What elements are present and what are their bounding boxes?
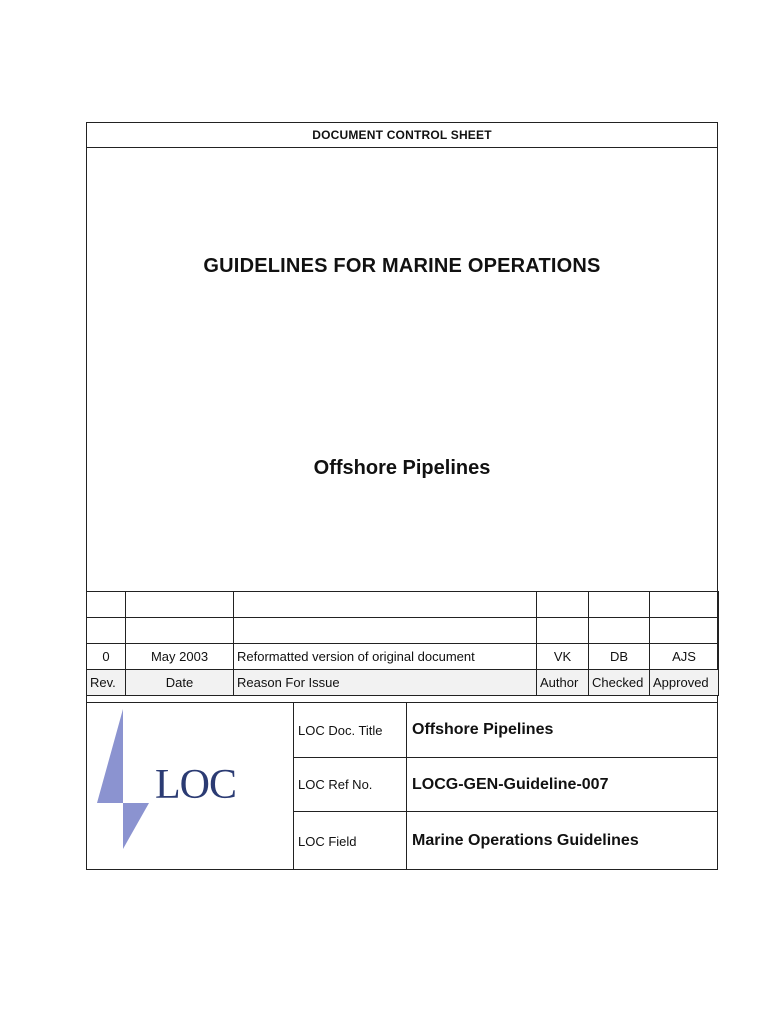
document-subtitle: Offshore Pipelines: [313, 457, 491, 479]
info-row-field: [294, 812, 718, 870]
author-header: Author: [537, 670, 589, 696]
reason-cell: [234, 618, 537, 644]
date-header: Date: [126, 670, 234, 696]
info-row-ref-no: [294, 758, 718, 812]
approved-cell: AJS: [650, 644, 719, 670]
rev-header: Rev.: [87, 670, 126, 696]
approved-cell: [650, 592, 719, 618]
ref-no-value: LOCG-GEN-Guideline-007: [412, 775, 609, 793]
table-row: [87, 618, 719, 644]
doc-title-label: LOC Doc. Title: [294, 703, 407, 757]
author-cell: [537, 618, 589, 644]
approved-header: Approved: [650, 670, 719, 696]
reason-cell: [234, 592, 537, 618]
date-cell: May 2003: [126, 644, 234, 670]
document-control-sheet: [86, 122, 718, 870]
rev-cell: [87, 592, 126, 618]
logo-box: [87, 703, 294, 870]
sheet-header: DOCUMENT CONTROL SHEET: [87, 123, 717, 148]
table-row: [87, 644, 719, 670]
table-header-row: [87, 670, 719, 696]
field-value: Marine Operations Guidelines: [412, 832, 639, 849]
reason-cell: Reformatted version of original document: [234, 644, 537, 670]
author-cell: VK: [537, 644, 589, 670]
table-row: [87, 592, 719, 618]
reason-header: Reason For Issue: [234, 670, 537, 696]
date-cell: [126, 592, 234, 618]
checked-cell: [589, 592, 650, 618]
info-row-doc-title: [294, 703, 718, 758]
checked-cell: DB: [589, 644, 650, 670]
checked-cell: [589, 618, 650, 644]
document-main-title: GUIDELINES FOR MARINE OPERATIONS: [203, 255, 601, 277]
rev-cell: 0: [87, 644, 126, 670]
info-table: [294, 703, 718, 870]
revision-table: [86, 591, 719, 696]
doc-title-value: Offshore Pipelines: [412, 721, 554, 738]
loc-logo: LOC: [155, 762, 236, 808]
author-cell: [537, 592, 589, 618]
document-info-section: [87, 702, 717, 870]
ref-no-label: LOC Ref No.: [294, 758, 407, 811]
rev-cell: [87, 618, 126, 644]
field-label: LOC Field: [294, 812, 407, 870]
approved-cell: [650, 618, 719, 644]
date-cell: [126, 618, 234, 644]
checked-header: Checked: [589, 670, 650, 696]
